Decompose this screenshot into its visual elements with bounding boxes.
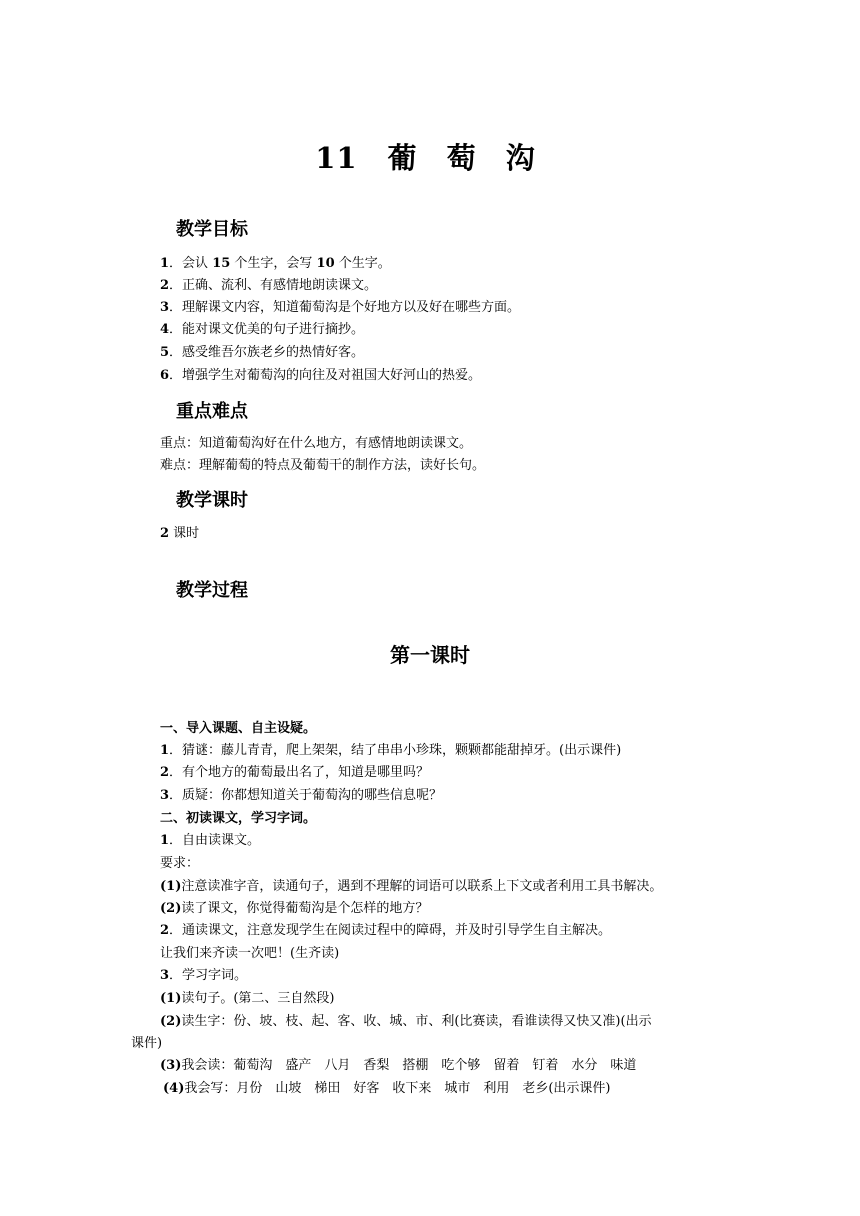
part2-line: 1．自由读课文。 [160, 833, 261, 848]
key-points-heading: 重点难点 [176, 401, 248, 422]
focus-text: 重点：知道葡萄沟好在什么地方，有感情地朗读课文。 [160, 436, 473, 451]
part1-line: 1．猜谜：藤儿青青，爬上架架，结了串串小珍珠，颗颗都能甜掉牙。(出示课件) [160, 743, 622, 758]
process-heading: 教学过程 [176, 580, 248, 601]
part1-heading: 一、导入课题、自主设疑。 [160, 721, 317, 736]
objective-item: 4．能对课文优美的句子进行摘抄。 [160, 322, 365, 337]
hours-heading: 教学课时 [176, 490, 248, 511]
difficulty-text: 难点：理解葡萄的特点及葡萄干的制作方法，读好长句。 [160, 458, 486, 473]
part2-line: (4)我会写：月份 山坡 梯田 好客 收下来 城市 利用 老乡(出示课件) [163, 1081, 611, 1096]
part2-line: (2)读了课文，你觉得葡萄沟是个怎样的地方？ [160, 901, 429, 916]
objective-item: 6．增强学生对葡萄沟的向往及对祖国大好河山的热爱。 [160, 368, 482, 383]
part2-line: 2．通读课文，注意发现学生在阅读过程中的障碍，并及时引导学生自主解决。 [160, 923, 612, 938]
objectives-heading: 教学目标 [176, 219, 248, 240]
part2-line: 课件) [131, 1036, 163, 1051]
objective-item: 3．理解课文内容，知道葡萄沟是个好地方以及好在哪些方面。 [160, 300, 521, 315]
part1-line: 3．质疑：你都想知道关于葡萄沟的哪些信息呢？ [160, 788, 443, 803]
objective-item: 1．会认 15 个生字，会写 10 个生字。 [160, 256, 391, 271]
part1-line: 2．有个地方的葡萄最出名了，知道是哪里吗？ [160, 765, 430, 780]
hours-text: 2 课时 [160, 526, 200, 541]
part2-line: (1)读句子。(第二、三自然段) [160, 991, 335, 1006]
lesson-title-text: 葡 萄 沟 [387, 141, 545, 175]
part2-line: 让我们来齐读一次吧！(生齐读) [160, 946, 340, 961]
part2-requirements: 要求： [160, 856, 200, 871]
part2-line: (1)注意读准字音，读通句子，遇到不理解的词语可以联系上下文或者利用工具书解决。 [160, 879, 663, 894]
objective-item: 5．感受维吾尔族老乡的热情好客。 [160, 345, 365, 360]
objective-item: 2．正确、流利、有感情地朗读课文。 [160, 278, 378, 293]
part2-line: (2)读生字：份、坡、枝、起、客、收、城、市、利(比赛读，看谁读得又快又准)(出示 [160, 1014, 652, 1029]
lesson-subtitle: 第一课时 [390, 643, 470, 667]
lesson-number: 11 [315, 141, 358, 175]
part2-line: 3．学习字词。 [160, 968, 248, 983]
part2-line: (3)我会读：葡萄沟 盛产 八月 香梨 搭棚 吃个够 留着 钉着 水分 味道 [160, 1058, 637, 1073]
part2-heading: 二、初读课文，学习字词。 [160, 811, 317, 826]
page-title [0, 136, 860, 177]
